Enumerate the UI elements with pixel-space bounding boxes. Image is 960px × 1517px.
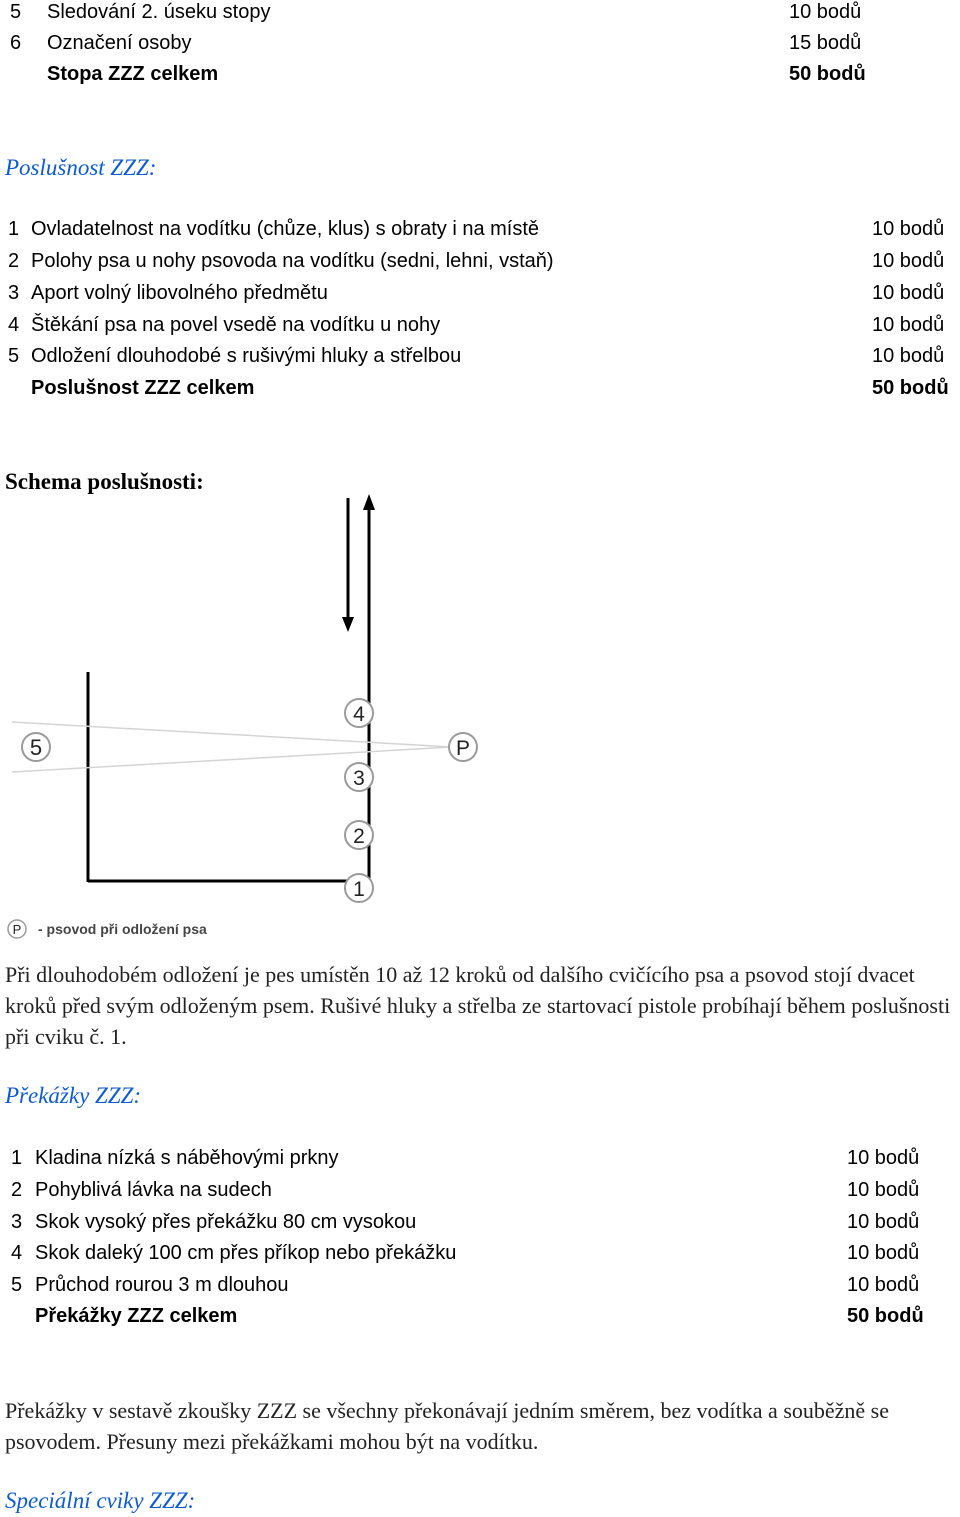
- marker-4-label: 4: [353, 703, 365, 726]
- poslusnost-row-label: Aport volný libovolného předmětu: [31, 282, 328, 304]
- marker-2-label: 2: [353, 825, 365, 848]
- schema-heading: Schema poslušnosti:: [5, 469, 204, 494]
- prekazky-row-num: 5: [11, 1274, 23, 1296]
- marker-1-label: 1: [353, 878, 365, 901]
- prekazky-heading: Překážky ZZZ:: [5, 1083, 142, 1108]
- poslusnost-heading: Poslušnost ZZZ:: [5, 155, 157, 180]
- marker-3: [345, 763, 373, 791]
- schema-diagram: [0, 490, 960, 940]
- marker-3-label: 3: [353, 767, 365, 790]
- marker-2: [345, 821, 373, 849]
- poslusnost-row-label: Štěkání psa na povel vsedě na vodítku u nohy: [31, 314, 441, 336]
- specialni-heading: Speciální cviky ZZZ:: [5, 1488, 196, 1513]
- poslusnost-row-label: Ovladatelnost na vodítku (chůze, klus) s obraty i na místě: [31, 218, 540, 240]
- prekazky-row-label: Průchod rourou 3 m dlouhou: [35, 1274, 289, 1296]
- poslusnost-row-num: 4: [8, 314, 20, 336]
- stopa-row-6-num: 6: [10, 32, 22, 54]
- prekazky-row-label: Skok daleký 100 cm přes příkop nebo překážku: [35, 1242, 457, 1264]
- prekazky-row-points: 10 bodů: [847, 1242, 920, 1264]
- poslusnost-row-points: 10 bodů: [872, 314, 945, 336]
- stopa-row-6-label: Označení osoby: [47, 32, 192, 54]
- legend: [8, 920, 207, 938]
- stopa-total-points: 50 bodů: [789, 63, 866, 85]
- marker-5: [22, 733, 50, 761]
- marker-p: [449, 733, 477, 761]
- sight-line-bottom: [12, 747, 452, 772]
- poslusnost-row-num: 5: [8, 345, 20, 367]
- poslusnost-row-label: Polohy psa u nohy psovoda na vodítku (sedni, lehni, vstaň): [31, 250, 554, 272]
- marker-4: [345, 699, 373, 727]
- poslusnost-row-points: 10 bodů: [872, 345, 945, 367]
- legend-symbol-label: P: [12, 922, 22, 937]
- poslusnost-row-points: 10 bodů: [872, 250, 945, 272]
- prekazky-row-label: Pohyblivá lávka na sudech: [35, 1179, 272, 1201]
- prekazky-total-label: Překážky ZZZ celkem: [35, 1305, 238, 1327]
- prekazky-row-num: 3: [11, 1211, 23, 1233]
- stopa-total-label: Stopa ZZZ celkem: [47, 63, 219, 85]
- prekazky-row-num: 4: [11, 1242, 23, 1264]
- prekazky-row-label: Skok vysoký přes překážku 80 cm vysokou: [35, 1211, 417, 1233]
- marker-p-label: P: [455, 737, 471, 760]
- prekazky-row-points: 10 bodů: [847, 1179, 920, 1201]
- prekazky-row-points: 10 bodů: [847, 1147, 920, 1169]
- poslusnost-row-label: Odložení dlouhodobé s rušivými hluky a střelbou: [31, 345, 462, 367]
- poslusnost-total-points: 50 bodů: [872, 377, 949, 399]
- prekazky-total-points: 50 bodů: [847, 1305, 924, 1327]
- prekazky-row-num: 2: [11, 1179, 23, 1201]
- stopa-row-5-points: 10 bodů: [789, 1, 862, 23]
- prekazky-row-points: 10 bodů: [847, 1274, 920, 1296]
- down-arrow-head: [342, 617, 354, 632]
- prekazky-row-points: 10 bodů: [847, 1211, 920, 1233]
- prekazky-row-num: 1: [11, 1147, 23, 1169]
- poslusnost-row-num: 2: [8, 250, 20, 272]
- stopa-row-5-label: Sledování 2. úseku stopy: [47, 1, 271, 23]
- marker-1: [345, 874, 373, 902]
- up-arrow-head: [363, 494, 375, 510]
- legend-text: - psovod při odložení psa: [38, 921, 207, 937]
- stopa-row-6-points: 15 bodů: [789, 32, 862, 54]
- stopa-row-5-num: 5: [10, 1, 22, 23]
- prekazky-row-label: Kladina nízká s náběhovými prkny: [35, 1147, 339, 1169]
- poslusnost-total-label: Poslušnost ZZZ celkem: [31, 377, 255, 399]
- poslusnost-row-num: 1: [8, 218, 20, 240]
- poslusnost-row-points: 10 bodů: [872, 282, 945, 304]
- poslusnost-row-num: 3: [8, 282, 20, 304]
- poslusnost-row-points: 10 bodů: [872, 218, 945, 240]
- sight-line-top: [12, 722, 452, 747]
- marker-5-label: 5: [29, 735, 43, 760]
- schema-paragraph: Při dlouhodobém odložení je pes umístěn 10 až 12 kroků od dalšího cvičícího psa a psovod stojí dvacet kroků před svým odloženým psem. Rušivé hluky a střelba ze startovací pistole probíhají během poslušnosti při cviku č. 1.: [5, 962, 951, 1049]
- prekazky-paragraph: Překážky v sestavě zkoušky ZZZ se všechny překonávají jedním směrem, bez vodítka a souběžně se psovodem. Přesuny mezi překážkami mohou být na vodítku.: [5, 1398, 889, 1454]
